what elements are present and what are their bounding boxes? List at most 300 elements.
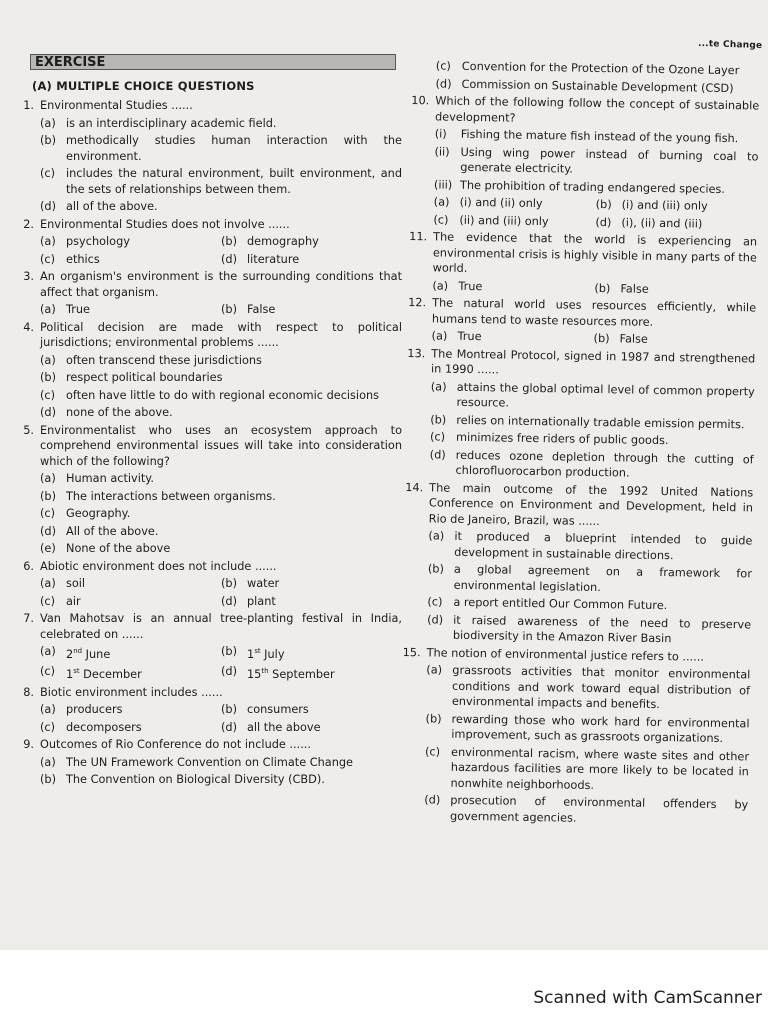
option-text: 1 <box>247 647 255 661</box>
section-title: (A) MULTIPLE CHOICE QUESTIONS <box>32 79 255 93</box>
option-item <box>595 214 757 232</box>
option-label: (c) <box>40 720 56 734</box>
option-body <box>66 302 90 318</box>
option-body <box>66 702 123 718</box>
question-item <box>14 611 402 683</box>
question-stem <box>407 229 758 281</box>
option-list <box>435 58 759 96</box>
question-text: Biotic environment includes ...... <box>40 685 223 699</box>
question-text: The evidence that the world is experiencing an environmental crisis is highly visible in many parts of the world. <box>432 230 758 275</box>
option-item <box>221 234 402 250</box>
option-text: ethics <box>66 252 100 266</box>
option-body <box>66 644 110 662</box>
option-text: a report entitled Our Common Future. <box>453 595 668 613</box>
question-number: 3. <box>23 270 34 283</box>
option-item <box>40 353 402 369</box>
option-label: (a) <box>40 353 56 367</box>
option-label: (c) <box>433 212 449 227</box>
option-item <box>221 644 402 662</box>
option-text: 2 <box>66 647 74 661</box>
option-pair-row <box>40 234 402 250</box>
question-text: An organism's environment is the surrounding conditions that affect that organism. <box>40 270 402 299</box>
question-number: 1. <box>23 99 34 112</box>
option-body <box>456 379 754 415</box>
option-item <box>40 755 402 771</box>
option-label: (c) <box>429 430 446 444</box>
question-number: 7. <box>23 612 34 625</box>
option-text: Convention for the Protection of the Ozone Layer <box>461 59 740 78</box>
option-text: environmental racism, where waste sites and other hazardous facilities are more likely to be located in nonwhite neighborhoods. <box>450 745 750 792</box>
option-text: plant <box>247 594 276 608</box>
option-text: all the above <box>247 720 321 734</box>
option-body <box>247 664 335 682</box>
question-item <box>14 98 402 215</box>
option-pair-row <box>40 702 402 718</box>
option-body <box>66 353 402 369</box>
left-column <box>14 96 402 788</box>
option-body <box>66 234 130 250</box>
option-body <box>66 116 402 132</box>
option-item <box>431 328 593 346</box>
scanner-watermark: Scanned with CamScanner <box>533 988 762 1008</box>
option-item <box>426 662 751 714</box>
option-label: (a) <box>428 529 445 543</box>
option-item <box>434 194 596 212</box>
option-item <box>424 792 748 828</box>
option-text: decomposers <box>66 720 142 734</box>
option-text-tail: July <box>260 647 285 661</box>
option-text: True <box>457 329 482 344</box>
option-label: (a) <box>431 329 448 343</box>
question-number: 13. <box>407 346 426 360</box>
option-label: (a) <box>40 755 56 769</box>
question-number: 2. <box>23 217 34 231</box>
question-number: 11. <box>409 230 428 244</box>
question-item <box>14 685 402 736</box>
option-item <box>40 702 221 718</box>
option-label: (a) <box>430 379 447 394</box>
question-item <box>14 320 402 421</box>
option-body <box>247 252 299 268</box>
option-body <box>458 278 482 294</box>
question-stem <box>406 295 756 331</box>
option-text: (i) and (ii) only <box>459 195 543 211</box>
option-item <box>40 252 221 268</box>
option-text: often transcend these jurisdictions <box>66 353 262 367</box>
option-body <box>247 594 276 610</box>
option-label: (a) <box>40 577 56 590</box>
option-text: psychology <box>66 235 130 248</box>
option-label: (a) <box>426 663 443 677</box>
option-body <box>66 772 402 788</box>
option-body <box>619 331 648 347</box>
question-text: The notion of environmental justice refers to ...... <box>426 645 705 664</box>
option-text: none of the above. <box>66 406 173 419</box>
option-body <box>66 370 402 386</box>
option-text: 1 <box>66 668 74 682</box>
option-item <box>221 594 402 610</box>
option-text: None of the above <box>66 542 171 555</box>
option-item <box>40 664 221 682</box>
option-body <box>247 644 285 662</box>
option-text: The UN Framework Convention on Climate Change <box>66 755 354 769</box>
option-body <box>454 562 752 598</box>
question-number: 4. <box>23 320 34 334</box>
option-text: respect political boundaries <box>66 371 223 384</box>
option-text: 15 <box>247 668 262 682</box>
option-label: (b) <box>221 235 237 248</box>
option-body <box>461 76 759 96</box>
ordinal-suffix: st <box>73 667 80 676</box>
option-body <box>66 524 402 540</box>
option-pair-row <box>40 720 402 736</box>
option-body <box>66 471 402 487</box>
option-item <box>40 772 402 788</box>
question-stem <box>14 320 402 351</box>
option-item <box>221 664 402 682</box>
option-item <box>433 212 595 230</box>
option-text: is an interdisciplinary academic field. <box>66 116 277 130</box>
option-label: (c) <box>40 167 56 180</box>
option-body <box>66 252 100 268</box>
option-item <box>425 711 749 747</box>
option-text: (i), (ii) and (iii) <box>621 215 703 231</box>
option-body <box>66 133 402 164</box>
option-body <box>66 541 402 557</box>
question-item <box>398 644 751 828</box>
option-text: air <box>66 594 81 608</box>
option-text: rewarding those who work hard for environmental improvement, such as grassroots organizations. <box>451 712 750 746</box>
option-text: consumers <box>247 703 309 717</box>
option-text: water <box>247 577 280 590</box>
option-label: (b) <box>221 645 237 658</box>
question-text: Which of the following follow the concept of sustainable development? <box>434 94 760 125</box>
option-list <box>40 471 402 557</box>
question-stem <box>14 98 402 114</box>
question-number: 10. <box>411 94 430 108</box>
option-item <box>40 166 402 197</box>
option-text: Using wing power instead of burning coal to generate electricity. <box>460 145 759 176</box>
option-pair-row <box>40 644 402 662</box>
option-label: (b) <box>430 412 447 427</box>
question-stem <box>405 345 755 381</box>
option-body <box>247 576 279 592</box>
option-label: (b) <box>594 281 611 295</box>
option-label: (d) <box>429 447 446 462</box>
option-item <box>40 471 402 487</box>
option-label: (c) <box>427 595 443 609</box>
option-text: soil <box>66 577 86 590</box>
option-label: (d) <box>221 720 237 734</box>
option-body <box>620 281 649 297</box>
option-body <box>455 447 753 483</box>
option-pair-row <box>40 252 402 268</box>
question-stem <box>14 737 402 753</box>
option-label: (c) <box>40 388 56 402</box>
option-text-tail: December <box>79 668 142 682</box>
option-pair-row <box>40 594 402 610</box>
question-number: 5. <box>23 423 34 437</box>
option-label: (d) <box>40 200 56 213</box>
option-text: literature <box>247 252 300 266</box>
option-label: (a) <box>40 116 56 130</box>
option-item <box>40 405 402 421</box>
option-list <box>40 116 402 215</box>
option-label: (a) <box>433 195 450 209</box>
option-label: (b) <box>40 773 56 787</box>
option-body <box>450 744 749 795</box>
option-body <box>622 197 708 214</box>
question-stem <box>14 217 402 233</box>
option-label: (d) <box>40 524 56 538</box>
option-text: All of the above. <box>66 524 159 538</box>
option-label: (c) <box>40 252 56 266</box>
option-pair-row <box>40 664 402 682</box>
option-body <box>247 302 275 318</box>
option-text: it raised awareness of the need to preserve biodiversity in the Amazon River Basin <box>452 613 752 646</box>
option-text: Geography. <box>66 507 131 520</box>
option-item <box>428 561 752 597</box>
option-list <box>434 126 759 197</box>
option-label: (a) <box>40 703 56 717</box>
option-label: (a) <box>40 645 56 658</box>
option-body <box>66 664 142 682</box>
option-item <box>40 644 221 662</box>
question-number: 6. <box>23 559 34 573</box>
option-list <box>424 662 750 828</box>
option-text: (ii) and (iii) only <box>459 213 549 228</box>
option-item <box>427 612 751 648</box>
option-item <box>594 280 756 298</box>
option-label: (d) <box>221 665 237 679</box>
option-text: prosecution of environmental offenders by government agencies. <box>449 793 749 825</box>
option-label: (b) <box>40 134 56 147</box>
question-number: 8. <box>23 685 34 699</box>
option-item <box>40 388 402 404</box>
option-label: (iii) <box>433 177 453 192</box>
option-text: True <box>458 279 483 293</box>
option-item <box>40 199 402 215</box>
option-list <box>429 379 755 483</box>
option-item <box>40 370 402 386</box>
option-item <box>221 302 402 318</box>
option-label: (e) <box>40 542 56 555</box>
option-label: (d) <box>221 594 237 608</box>
option-body <box>247 702 309 718</box>
option-label: (b) <box>595 197 612 212</box>
option-label: (b) <box>221 703 237 717</box>
question-stem <box>403 479 754 531</box>
option-body <box>621 215 702 232</box>
question-item <box>401 479 754 647</box>
option-text: (i) and (iii) only <box>621 198 708 213</box>
option-item <box>40 506 402 522</box>
option-label: (b) <box>593 331 610 346</box>
question-number: 12. <box>408 296 427 310</box>
option-list <box>40 755 402 788</box>
option-label: (d) <box>40 406 56 419</box>
right-column <box>398 56 760 828</box>
question-text: Environmentalist who uses an ecosystem approach to comprehend environmental issues will take into consideration which of the following? <box>40 423 402 468</box>
exercise-heading: EXERCISE <box>30 54 396 70</box>
option-item <box>40 116 402 132</box>
question-number: 14. <box>405 480 424 494</box>
option-label: (b) <box>427 562 445 576</box>
option-item <box>40 720 221 736</box>
option-label: (c) <box>40 665 56 679</box>
option-body <box>451 711 749 747</box>
question-item <box>407 93 759 232</box>
option-body <box>462 59 760 79</box>
option-body <box>66 166 402 197</box>
option-body <box>456 430 754 450</box>
question-item <box>403 345 755 482</box>
option-body <box>66 576 85 592</box>
option-text: True <box>66 303 90 316</box>
option-label: (d) <box>595 215 612 229</box>
option-item <box>40 133 402 164</box>
ordinal-suffix: st <box>254 647 261 655</box>
question-stem <box>14 611 402 642</box>
option-body <box>247 234 319 250</box>
option-text: attains the global optimal level of common property resource. <box>456 380 755 410</box>
option-label: (b) <box>221 303 237 316</box>
question-text: Environmental Studies does not involve ...... <box>40 217 290 231</box>
question-text: Political decision are made with respect to political jurisdictions; environmental problems ...... <box>40 320 402 349</box>
question-item <box>14 737 402 788</box>
question-item <box>14 423 402 557</box>
option-item <box>221 702 402 718</box>
option-body <box>460 195 543 212</box>
option-body <box>247 720 321 736</box>
option-body <box>461 127 759 147</box>
option-label: (c) <box>424 744 441 759</box>
option-body <box>459 212 548 229</box>
option-body <box>66 506 402 522</box>
option-label: (a) <box>40 472 56 485</box>
option-text: Human activity. <box>66 472 154 485</box>
ordinal-suffix: th <box>261 667 269 676</box>
option-text: False <box>247 303 276 316</box>
option-text: demography <box>247 235 319 248</box>
option-label: (a) <box>40 235 56 248</box>
option-item <box>428 528 752 564</box>
option-body <box>453 595 751 615</box>
option-item <box>40 594 221 610</box>
option-body <box>450 793 748 829</box>
option-item <box>434 144 758 180</box>
question-stem <box>14 685 402 701</box>
option-item <box>221 576 402 592</box>
option-text: often have little to do with regional economic decisions <box>66 388 380 402</box>
option-label: (i) <box>434 127 447 141</box>
option-item <box>432 278 594 296</box>
option-text: all of the above. <box>66 200 158 213</box>
question-text: Abiotic environment does not include ...... <box>40 559 277 573</box>
option-body <box>66 594 81 610</box>
option-body <box>460 177 758 197</box>
option-text-tail: September <box>268 668 335 682</box>
option-body <box>456 412 754 432</box>
option-text: includes the natural environment, built environment, and the sets of relationships between them. <box>66 167 402 196</box>
question-stem <box>409 93 759 129</box>
question-text: The Montreal Protocol, signed in 1987 and strengthened in 1990 ...... <box>430 346 756 377</box>
option-text: False <box>620 281 649 296</box>
option-item <box>40 302 221 318</box>
option-text: it produced a blueprint intended to guide development in sustainable directions. <box>454 529 753 562</box>
option-body <box>66 199 402 215</box>
question-number: 9. <box>23 738 34 752</box>
option-body <box>452 663 751 714</box>
option-body <box>460 144 758 180</box>
option-label: (a) <box>432 278 449 293</box>
option-body <box>66 405 402 421</box>
question-text: Van Mahotsav is an annual tree-planting festival in India, celebrated on ...... <box>40 612 402 641</box>
question-item <box>405 295 756 349</box>
option-item <box>40 541 402 557</box>
option-item <box>40 489 402 505</box>
option-text: relies on internationally tradable emission permits. <box>456 413 745 431</box>
question-number: 15. <box>402 645 421 659</box>
option-pair-row <box>40 576 402 592</box>
option-label: (c) <box>435 59 451 73</box>
option-label: (ii) <box>434 144 450 159</box>
option-label: (b) <box>40 371 56 384</box>
option-pair-row <box>40 302 402 318</box>
option-item <box>40 576 221 592</box>
option-item <box>221 252 402 268</box>
question-item <box>406 229 757 298</box>
option-text: grassroots activities that monitor environmental conditions and work toward equal distribution of environmental impacts and benefits. <box>451 663 751 712</box>
option-text: methodically studies human interaction with the environment. <box>66 134 402 163</box>
option-text: reduces ozone depletion through the cutting of chlorofluorocarbon production. <box>455 448 754 480</box>
option-label: (b) <box>40 489 56 503</box>
option-text: producers <box>66 703 123 717</box>
question-stem <box>14 269 402 300</box>
ordinal-suffix: nd <box>73 647 83 655</box>
option-body <box>457 329 481 345</box>
option-label: (d) <box>435 76 452 91</box>
option-text: The prohibition of trading endangered species. <box>459 178 726 196</box>
question-item <box>14 217 402 268</box>
option-label: (a) <box>40 303 56 316</box>
option-item <box>596 197 758 215</box>
option-text: a global agreement on a framework for environmental legislation. <box>453 562 753 594</box>
question-text: Environmental Studies ...... <box>40 99 193 112</box>
question-text: Outcomes of Rio Conference do not include ...... <box>40 738 311 752</box>
option-item <box>40 524 402 540</box>
option-text: Commission on Sustainable Development (CSD) <box>461 77 734 95</box>
option-body <box>66 388 402 404</box>
option-text: False <box>619 332 649 346</box>
question-stem <box>14 423 402 470</box>
option-label: (d) <box>424 793 441 807</box>
option-body <box>66 489 402 505</box>
option-text-tail: June <box>82 647 111 661</box>
option-item <box>221 720 402 736</box>
option-label: (c) <box>40 594 56 608</box>
option-text: minimizes free riders of public goods. <box>455 430 669 448</box>
option-label: (b) <box>425 711 442 726</box>
question-item <box>409 58 759 96</box>
question-item <box>14 559 402 610</box>
option-body <box>453 612 751 648</box>
question-text: The natural world uses resources efficiently, while humans tend to waste resources more. <box>431 296 757 329</box>
option-label: (d) <box>221 252 237 266</box>
option-text: Fishing the mature fish instead of the young fish. <box>460 127 739 146</box>
option-item <box>40 234 221 250</box>
question-stem <box>14 559 402 575</box>
